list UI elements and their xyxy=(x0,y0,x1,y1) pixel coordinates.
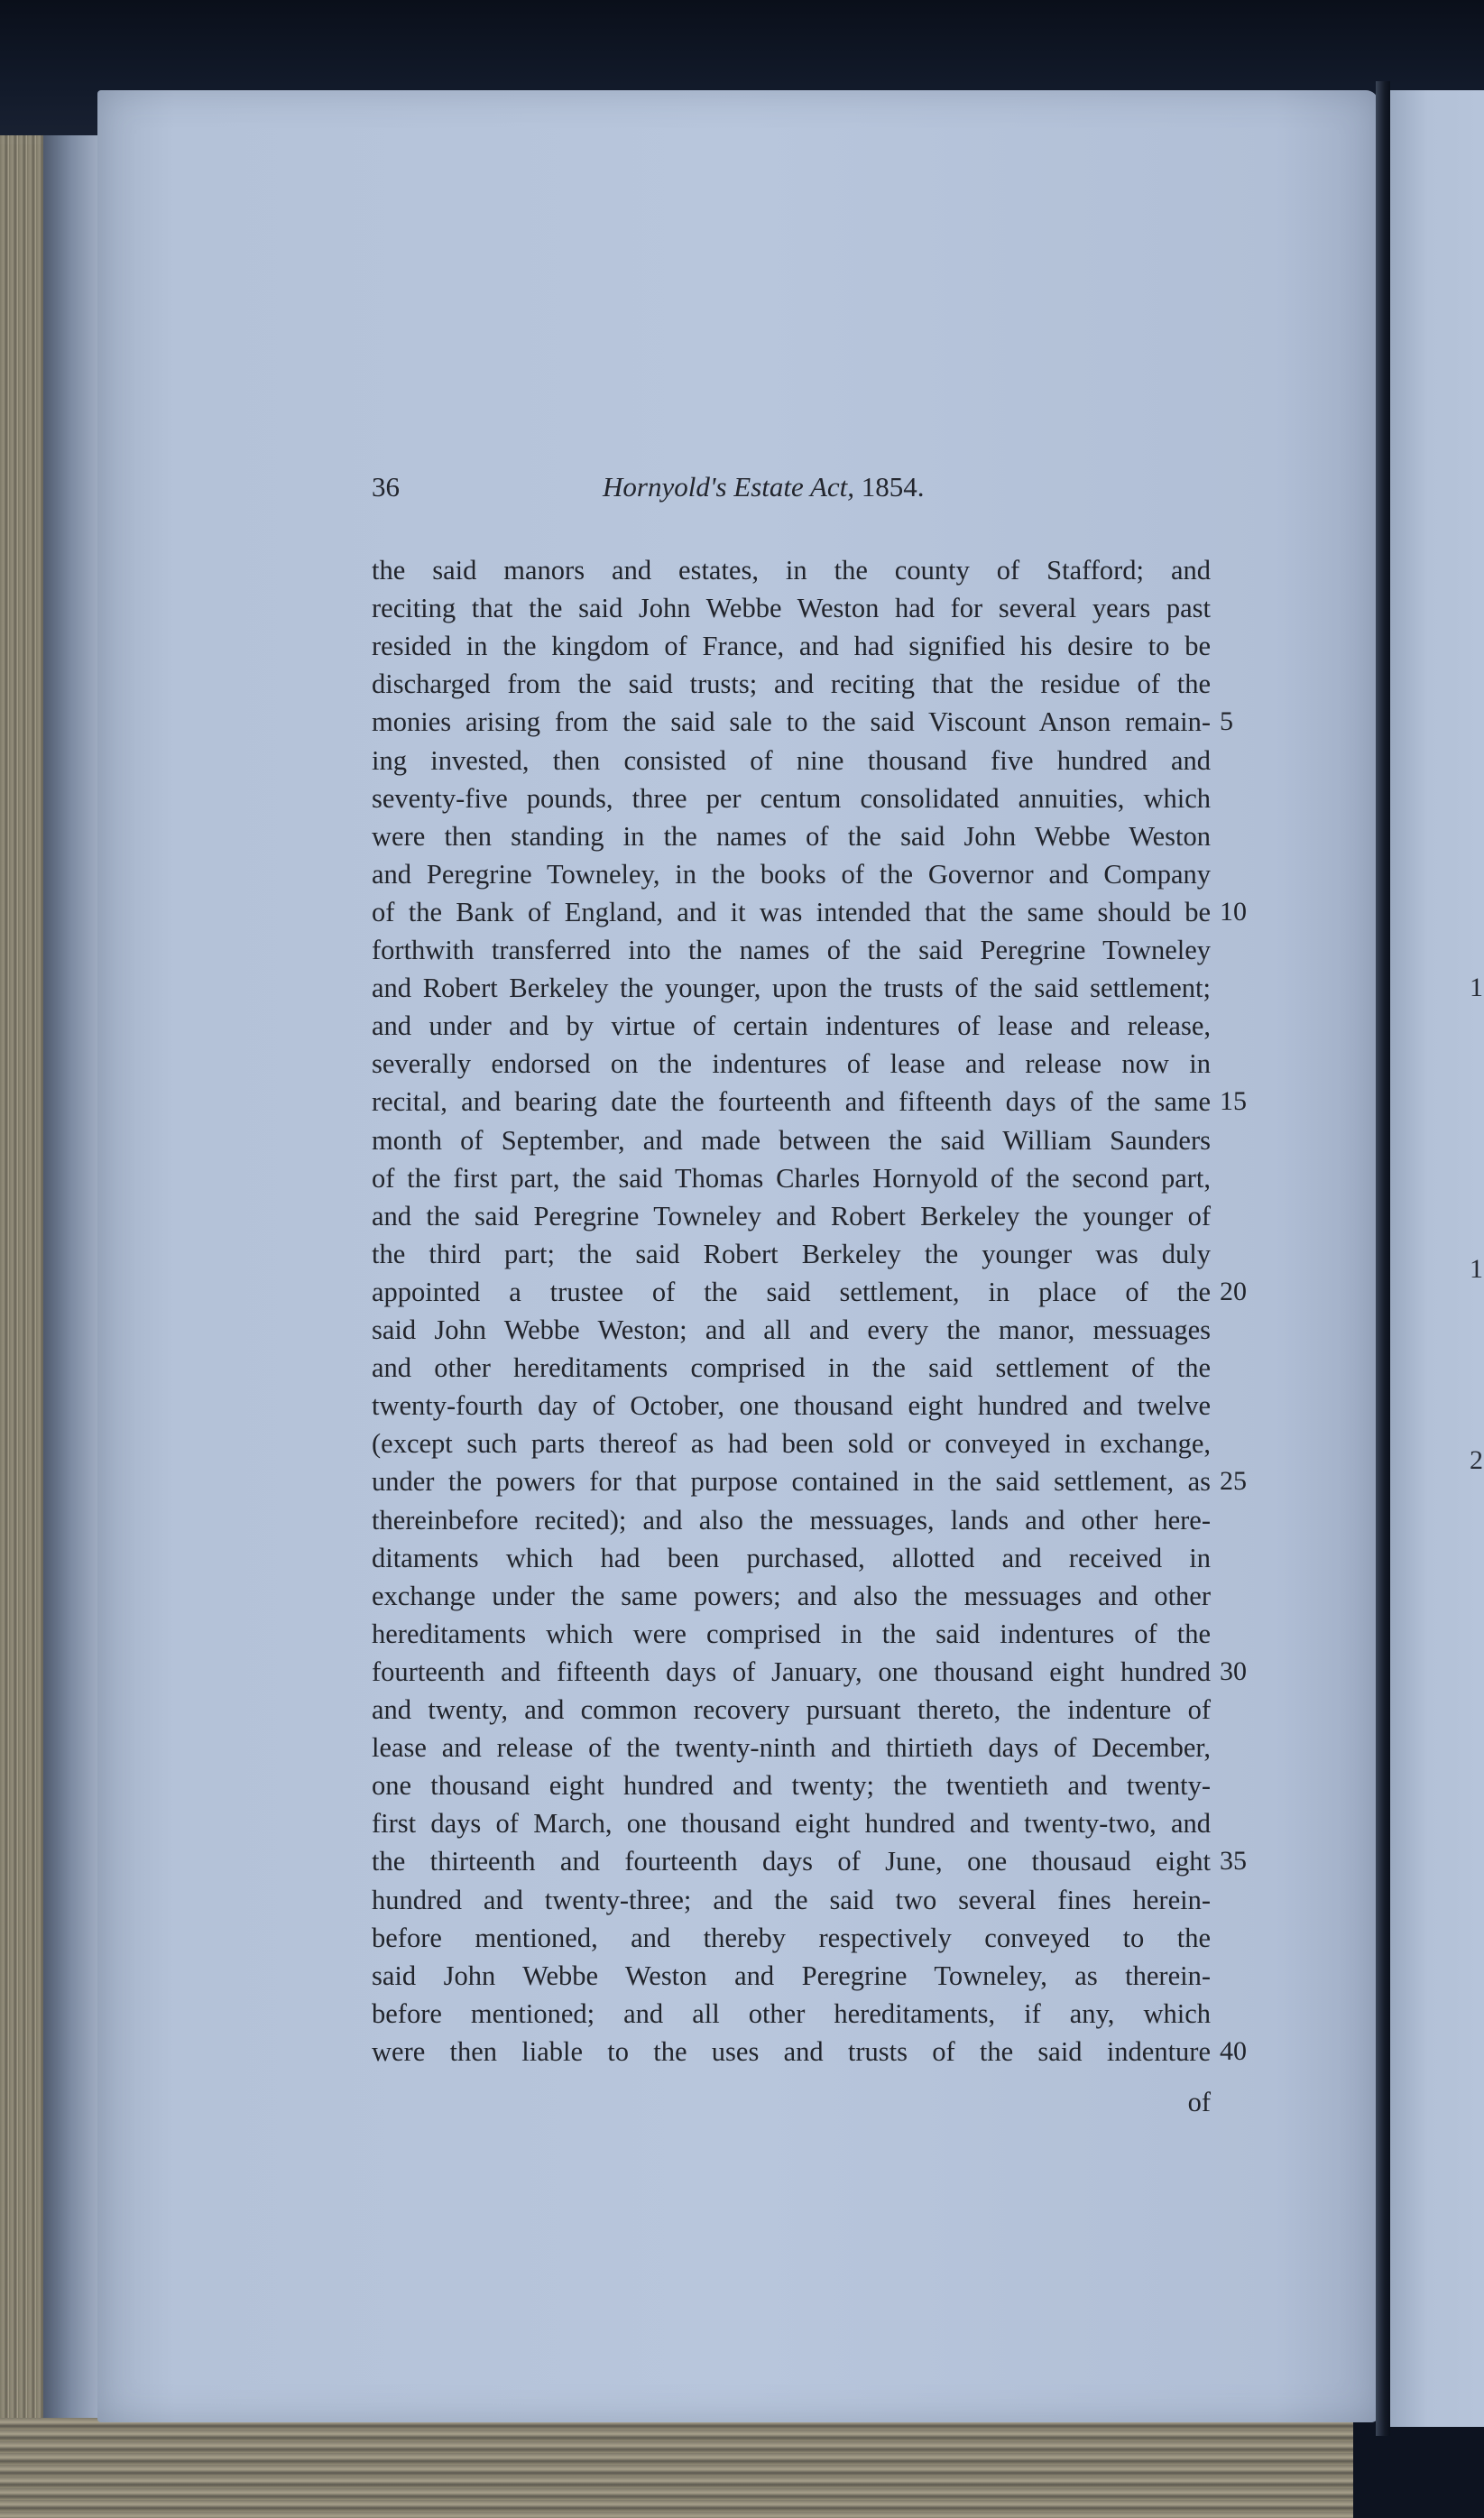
text-line: were then liable to the uses and trusts of the said indenture xyxy=(372,2036,1211,2067)
text-line: and under and by virtue of certain indentures of lease and release, xyxy=(372,1010,1211,1041)
line-number: 20 xyxy=(1220,1277,1247,1306)
text-line: and Robert Berkeley the younger, upon the trusts of the said settlement; xyxy=(372,973,1211,1003)
text-line: exchange under the same powers; and also the messuages and other xyxy=(372,1581,1211,1611)
facing-page xyxy=(1390,90,1484,2427)
catchword: of xyxy=(1187,2087,1211,2117)
text-line: said John Webbe Weston; and all and every the manor, messuages xyxy=(372,1314,1211,1345)
text-line: (except such parts thereof as had been sold or conveyed in exchange, xyxy=(372,1428,1211,1459)
text-line: hundred and twenty-three; and the said two several fines herein- xyxy=(372,1885,1211,1915)
text-line: and twenty, and common recovery pursuant thereto, the indenture of xyxy=(372,1694,1211,1725)
text-line: appointed a trustee of the said settlement, in place of the xyxy=(372,1277,1211,1307)
line-number: 30 xyxy=(1220,1656,1247,1686)
line-number: 5 xyxy=(1220,706,1233,736)
page-title-year: 1854. xyxy=(854,471,925,503)
running-head xyxy=(372,471,1220,516)
text-line: discharged from the said trusts; and reciting that the residue of the xyxy=(372,669,1211,699)
text-line: monies arising from the said sale to the said Viscount Anson remain- xyxy=(372,706,1211,737)
text-line: one thousand eight hundred and twenty; the twentieth and twenty- xyxy=(372,1770,1211,1801)
text-line: of the Bank of England, and it was intended that the same should be xyxy=(372,897,1211,927)
page-title-italic: Hornyold's Estate Act, xyxy=(603,471,854,503)
text-line: resided in the kingdom of France, and had signified his desire to be xyxy=(372,631,1211,661)
text-line: forthwith transferred into the names of the said Peregrine Towneley xyxy=(372,935,1211,965)
text-line: thereinbefore recited); and also the messuages, lands and other here- xyxy=(372,1505,1211,1536)
text-line: were then standing in the names of the said John Webbe Weston xyxy=(372,821,1211,852)
text-line: fourteenth and fifteenth days of January, one thousand eight hundred xyxy=(372,1656,1211,1687)
text-line: said John Webbe Weston and Peregrine Towneley, as therein- xyxy=(372,1960,1211,1991)
text-line: reciting that the said John Webbe Weston had for several years past xyxy=(372,593,1211,623)
facing-page-fragment: 1 xyxy=(1470,973,1483,1002)
text-line: the third part; the said Robert Berkeley the younger was duly xyxy=(372,1239,1211,1269)
text-line: the said manors and estates, in the county of Stafford; and xyxy=(372,555,1211,586)
line-number: 15 xyxy=(1220,1086,1247,1116)
facing-page-fragment: 2 xyxy=(1470,1445,1483,1475)
text-line: first days of March, one thousand eight hundred and twenty-two, and xyxy=(372,1808,1211,1839)
book-gutter xyxy=(1376,81,1390,2436)
facing-page-fragment: 1 xyxy=(1470,1254,1483,1284)
text-line: and the said Peregrine Towneley and Robert Berkeley the younger of xyxy=(372,1201,1211,1231)
text-line: twenty-fourth day of October, one thousand eight hundred and twelve xyxy=(372,1390,1211,1421)
bottom-page-edges xyxy=(0,2418,1353,2518)
text-line: and other hereditaments comprised in the said settlement of the xyxy=(372,1352,1211,1383)
text-line: and Peregrine Towneley, in the books of the Governor and Company xyxy=(372,859,1211,890)
page-title xyxy=(603,471,925,503)
text-line: the thirteenth and fourteenth days of June, one thousaud eight xyxy=(372,1846,1211,1877)
text-line: severally endorsed on the indentures of lease and release now in xyxy=(372,1048,1211,1079)
text-line: ing invested, then consisted of nine thousand five hundred and xyxy=(372,745,1211,776)
text-line: month of September, and made between the said William Saunders xyxy=(372,1125,1211,1156)
text-line: hereditaments which were comprised in the said indentures of the xyxy=(372,1619,1211,1649)
text-line: before mentioned; and all other hereditaments, if any, which xyxy=(372,1998,1211,2029)
text-line: of the first part, the said Thomas Charles Hornyold of the second part, xyxy=(372,1163,1211,1194)
text-line: before mentioned, and thereby respectively conveyed to the xyxy=(372,1923,1211,1953)
line-number: 10 xyxy=(1220,897,1247,927)
text-line: ditaments which had been purchased, allotted and received in xyxy=(372,1543,1211,1573)
line-number: 35 xyxy=(1220,1846,1247,1876)
text-line: under the powers for that purpose contained in the said settlement, as xyxy=(372,1466,1211,1497)
text-line: lease and release of the twenty-ninth and thirtieth days of December, xyxy=(372,1732,1211,1763)
page-number: 36 xyxy=(372,471,400,503)
line-number: 40 xyxy=(1220,2036,1247,2066)
text-line: seventy-five pounds, three per centum consolidated annuities, which xyxy=(372,783,1211,814)
line-number: 25 xyxy=(1220,1466,1247,1496)
text-line: recital, and bearing date the fourteenth and fifteenth days of the same xyxy=(372,1086,1211,1117)
